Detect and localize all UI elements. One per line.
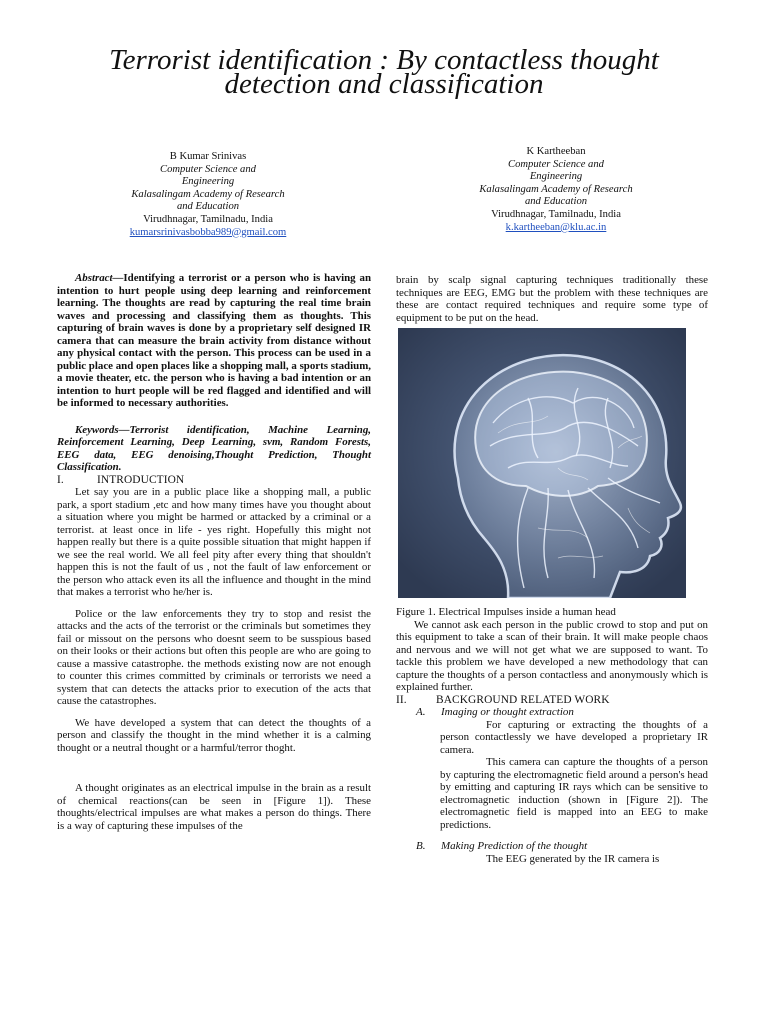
abstract-text: Identifying a terrorist or a person who is having an intention to hurt people using deep learning and reinforcement learning. The thoughts are read by capturing the real time brain waves and processing and classifying them as thoughts. This capturing of brain waves is done by a proprietary self designed IR camera that can measure the brain activity from distance without any physical contact with the person. This process can be used in a public place and open places like a shopping mall, a sports stadium, a movie theater, etc. the person who is having a bad intention or an intention to hurt people will be red flagged and identified and will be informed to necessary authorities. bbox=[57, 272, 371, 409]
keywords bbox=[57, 424, 371, 474]
body-paragraph: We cannot ask each person in the public crowd to stop and put on this equipment to take a scan of their brain. It will make people chaos and nervous and we will not get what we are supposed to want. To tackle this problem we have developed a new methodology that can capture the thoughts of a person contactless and anonymously which is explained further. bbox=[396, 618, 708, 693]
subsection-heading-b bbox=[396, 840, 708, 853]
keywords-text: Terrorist identification, Machine Learning, Reinforcement Learning, Deep Learning, svm, Random Forests, EEG data, EEG denoising,Thought Prediction, Thought Classification. bbox=[57, 423, 371, 473]
author-email-link[interactable]: k.kartheeban@klu.ac.in bbox=[505, 221, 607, 233]
title-line-2: detection and classification bbox=[224, 68, 544, 100]
subsection-heading-a bbox=[396, 706, 708, 719]
body-paragraph: The EEG generated by the IR camera is bbox=[486, 852, 660, 865]
author-department-cont: Engineering bbox=[181, 176, 235, 188]
subsection-title: Imaging or thought extraction bbox=[441, 706, 574, 718]
section-number: II. bbox=[396, 693, 407, 706]
author-department: Computer Science and bbox=[508, 158, 604, 170]
body-paragraph: For capturing or extracting the thoughts of a person contactlessly we have developed a proprietary IR camera. bbox=[440, 718, 708, 756]
body-paragraph: Let say you are in a public place like a shopping mall, a public park, a sport stadium ,etc and how many times have you thought about a situation where you might be harmed or attacked by a criminal or a terrorist. at least once in life - yes right. Hopefully this might not happen really but there is a quite possible situation that might happen if we see the real world. We all feel pity after every thing that shouldn't happen this is not the fault of us , not the fault of law enforcement or the person who attack even its all the influence and thought in the mind that makes a terrorist who he/her is. bbox=[57, 486, 371, 598]
left-column bbox=[57, 272, 371, 832]
subsection-body bbox=[396, 853, 708, 866]
abstract bbox=[57, 272, 371, 410]
author-organization-cont: and Education bbox=[524, 196, 588, 208]
subsection-letter: B. bbox=[416, 840, 426, 852]
figure-1-brain-image bbox=[398, 328, 686, 598]
body-paragraph: Police or the law enforcements they try to stop and resist the attacks and the acts of the terrorist or the criminals but sometimes they fail or missout on the persons who doesnt seem to be susspious based on their looks or their actions but often this people are who are going to cause a massive catastrophe. the methods existing now are not enough to counter this crimes committed by criminals or terrorists we need a system that can detects the attacks prior to execution of the acts that cause the catastrophes. bbox=[57, 607, 371, 707]
author-location: Virudhnagar, Tamilnadu, India bbox=[143, 213, 273, 225]
brain-head-illustration bbox=[398, 328, 686, 598]
author-organization-cont: and Education bbox=[176, 201, 240, 213]
section-title: BACKGROUND RELATED WORK bbox=[436, 693, 610, 706]
body-paragraph: This camera can capture the thoughts of a person by capturing the electromagnetic field around a person's head by emitting and capturing IR rays which can be sensitive to electromagnetic induction (shown in [Figure 2]). The electromagnetic field is mapped into an EEG to make predictions. bbox=[440, 756, 708, 831]
section-number: I. bbox=[57, 473, 64, 486]
author-department: Computer Science and bbox=[160, 163, 256, 175]
paper-title bbox=[40, 44, 728, 100]
author-organization: Kalasalingam Academy of Research bbox=[131, 188, 285, 200]
title-line-1: Terrorist identification : By contactless thought bbox=[109, 44, 659, 76]
body-paragraph: We have developed a system that can detect the thoughts of a person and classify the thought in the mind whether it is a calming thought or a neutral thought or a harmful/terror thoght. bbox=[57, 716, 371, 754]
subsection-body bbox=[396, 719, 708, 832]
author-block-2 bbox=[456, 146, 656, 234]
section-title: INTRODUCTION bbox=[97, 473, 185, 486]
right-column bbox=[396, 274, 708, 865]
author-email-link[interactable]: kumarsrinivasbobba989@gmail.com bbox=[129, 226, 287, 238]
author-name: B Kumar Srinivas bbox=[169, 151, 247, 162]
body-paragraph-continued: brain by scalp signal capturing techniques traditionally these techniques are EEG, EMG but the problem with these techniques are these are contact required techniques and require some type of equipment to be put on the head. bbox=[396, 274, 708, 324]
abstract-label: Abstract— bbox=[75, 272, 124, 284]
body-paragraph: A thought originates as an electrical impulse in the brain as a result of chemical reactions(can be seen in [Figure 1]). These thoughts/electrical impulses are what makes a person do things. There is a way of capturing these impulses of the bbox=[57, 782, 371, 832]
keywords-label: Keywords— bbox=[75, 423, 130, 436]
author-block-1 bbox=[108, 151, 308, 239]
subsection-letter: A. bbox=[416, 706, 426, 718]
subsection-title: Making Prediction of the thought bbox=[441, 840, 588, 852]
figure-caption: Figure 1. Electrical Impulses inside a human head bbox=[396, 606, 616, 618]
section-heading-introduction bbox=[57, 474, 371, 487]
author-organization: Kalasalingam Academy of Research bbox=[479, 183, 633, 195]
author-name: K Kartheeban bbox=[526, 146, 586, 157]
author-location: Virudhnagar, Tamilnadu, India bbox=[491, 208, 621, 220]
author-department-cont: Engineering bbox=[529, 171, 583, 183]
section-heading-background bbox=[396, 694, 708, 707]
